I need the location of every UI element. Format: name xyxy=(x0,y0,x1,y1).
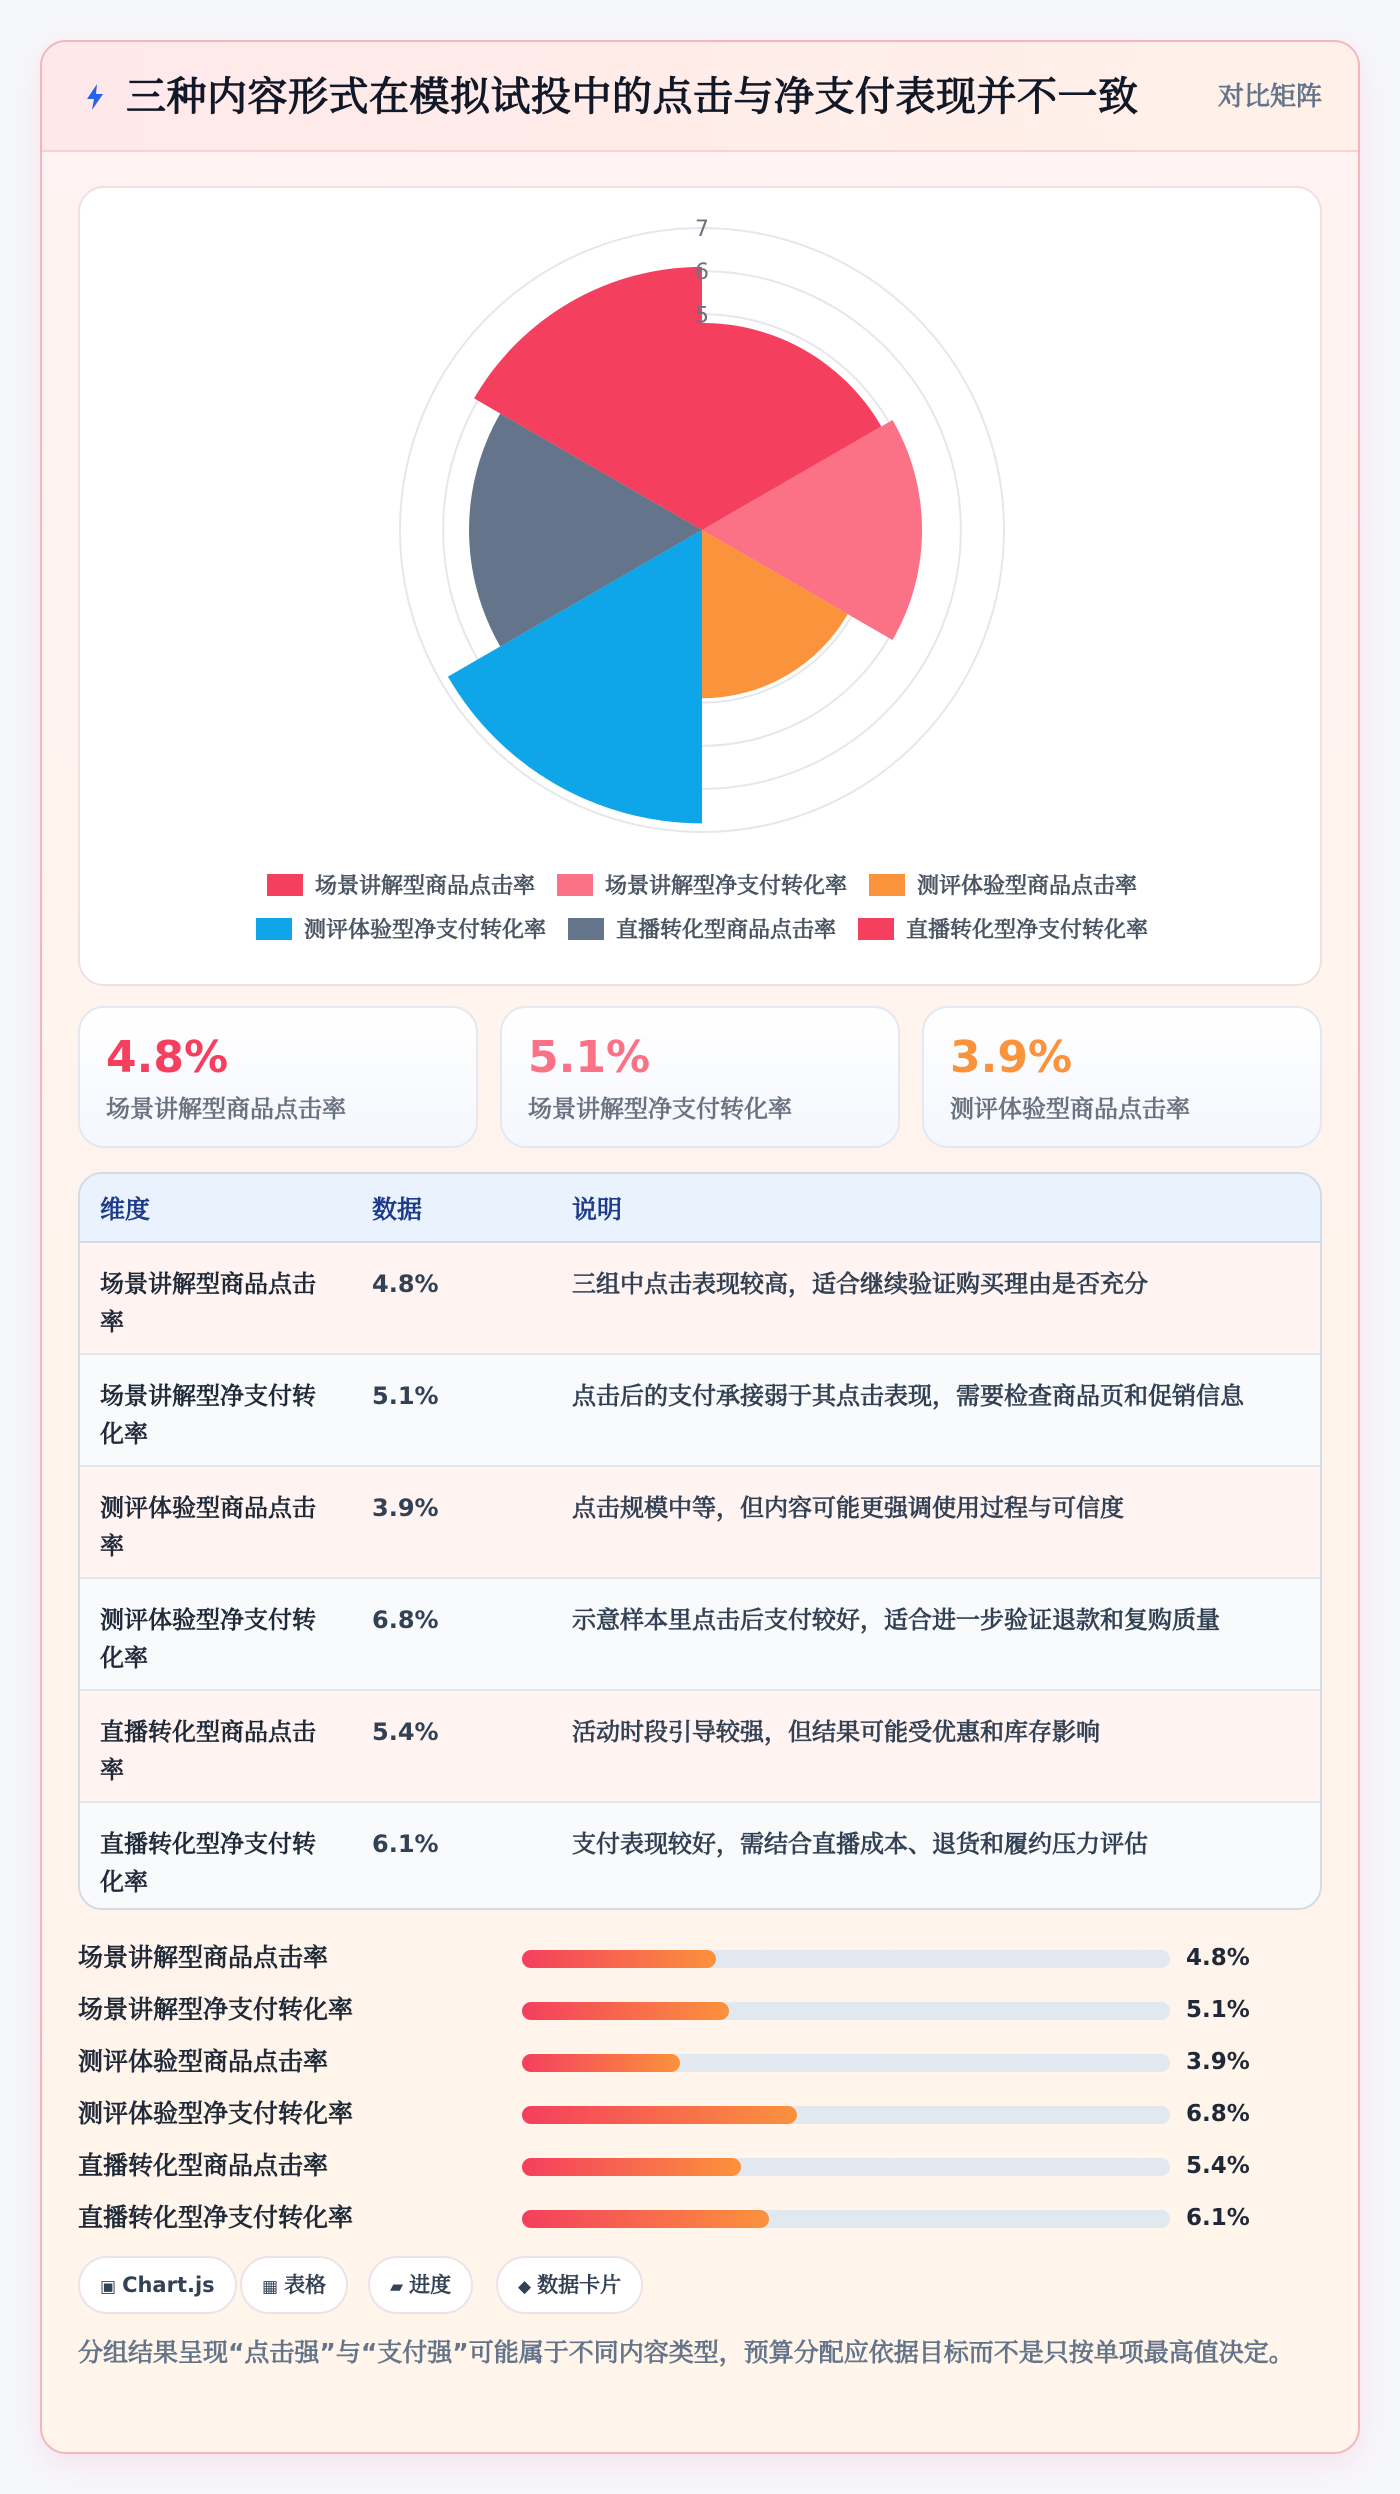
progress-track xyxy=(522,2106,1170,2124)
legend-swatch xyxy=(869,874,905,896)
progress-row xyxy=(78,1990,1322,2030)
kpi-label: 场景讲解型商品点击率 xyxy=(106,1095,346,1123)
radial-ticks xyxy=(695,217,709,328)
chart-icon: ▣ xyxy=(100,2277,117,2297)
legend-swatch xyxy=(267,874,303,896)
tag-data-card[interactable] xyxy=(496,2256,643,2314)
cell-value: 6.8% xyxy=(352,1578,552,1690)
progress-value: 6.8% xyxy=(1186,2101,1250,2127)
column-header-dimension: 维度 xyxy=(80,1174,352,1242)
legend-swatch xyxy=(568,918,604,940)
cell-dimension: 直播转化型商品点击率 xyxy=(80,1690,352,1802)
progress-fill xyxy=(522,1950,716,1968)
progress-fill xyxy=(522,2054,680,2072)
legend-item[interactable] xyxy=(869,873,1137,899)
progress-value: 5.4% xyxy=(1186,2153,1250,2179)
progress-track xyxy=(522,2002,1170,2020)
progress-fill xyxy=(522,2210,769,2228)
legend-label: 测评体验型净支付转化率 xyxy=(303,918,546,943)
radial-tick-label: 6 xyxy=(695,260,709,286)
footnote: 分组结果呈现“点击强”与“支付强”可能属于不同内容类型，预算分配应依据目标而不是只按单项最高值决定。 xyxy=(78,2338,1294,2367)
cell-note: 点击规模中等，但内容可能更强调使用过程与可信度 xyxy=(552,1466,1320,1578)
legend-item[interactable] xyxy=(256,917,546,943)
card-header xyxy=(42,42,1358,152)
tag-chartjs[interactable] xyxy=(78,2256,237,2314)
progress-track xyxy=(522,2210,1170,2228)
kpi-label: 测评体验型商品点击率 xyxy=(950,1095,1190,1123)
tag-label: 进度 xyxy=(409,2273,452,2297)
legend-label: 直播转化型商品点击率 xyxy=(615,918,837,943)
page-title: 三种内容形式在模拟试投中的点击与净支付表现并不一致 xyxy=(126,74,1139,120)
progress-list xyxy=(78,1938,1322,2258)
progress-value: 4.8% xyxy=(1186,1945,1250,1971)
kpi-label: 场景讲解型净支付转化率 xyxy=(528,1095,792,1123)
cell-value: 3.9% xyxy=(352,1466,552,1578)
legend-label: 场景讲解型净支付转化率 xyxy=(604,874,848,899)
legend-swatch xyxy=(858,918,894,940)
cell-note: 点击后的支付承接弱于其点击表现，需要检查商品页和促销信息 xyxy=(552,1354,1320,1466)
cell-dimension: 场景讲解型净支付转化率 xyxy=(80,1354,352,1466)
kpi-card xyxy=(500,1006,900,1148)
progress-label: 场景讲解型净支付转化率 xyxy=(78,1995,354,2024)
polar-area-chart xyxy=(80,188,1324,988)
progress-row xyxy=(78,1938,1322,1978)
kpi-card xyxy=(922,1006,1322,1148)
kpi-cards xyxy=(78,1006,1322,1148)
table-row xyxy=(80,1354,1320,1466)
chart-legend xyxy=(256,873,1148,943)
kpi-value: 4.8% xyxy=(106,1032,229,1083)
card-icon: ◆ xyxy=(518,2277,532,2297)
progress-fill xyxy=(522,2158,741,2176)
progress-row xyxy=(78,2094,1322,2134)
table-row xyxy=(80,1802,1320,1910)
table-icon: ▦ xyxy=(262,2277,279,2297)
progress-value: 5.1% xyxy=(1186,1997,1250,2023)
legend-label: 直播转化型净支付转化率 xyxy=(906,918,1149,943)
progress-track xyxy=(522,2054,1170,2072)
table-header-row xyxy=(80,1174,1320,1242)
progress-track xyxy=(522,1950,1170,1968)
lightning-icon xyxy=(82,82,108,112)
kpi-value: 3.9% xyxy=(950,1032,1073,1083)
legend-item[interactable] xyxy=(267,873,535,899)
legend-label: 测评体验型商品点击率 xyxy=(917,874,1138,899)
legend-item[interactable] xyxy=(557,873,847,899)
cell-note: 支付表现较好，需结合直播成本、退货和履约压力评估 xyxy=(552,1802,1320,1910)
table-row xyxy=(80,1242,1320,1354)
legend-swatch xyxy=(256,918,292,940)
cell-value: 6.1% xyxy=(352,1802,552,1910)
legend-item[interactable] xyxy=(858,917,1148,943)
progress-row xyxy=(78,2042,1322,2082)
progress-label: 测评体验型商品点击率 xyxy=(78,2047,329,2076)
legend-swatch xyxy=(557,874,593,896)
cell-value: 4.8% xyxy=(352,1242,552,1354)
progress-label: 测评体验型净支付转化率 xyxy=(78,2099,354,2128)
kpi-value: 5.1% xyxy=(528,1032,651,1083)
progress-icon: ▰ xyxy=(390,2277,404,2297)
data-table xyxy=(78,1172,1322,1910)
cell-dimension: 测评体验型商品点击率 xyxy=(80,1466,352,1578)
progress-label: 场景讲解型商品点击率 xyxy=(78,1943,329,1972)
column-header-data: 数据 xyxy=(352,1174,552,1242)
polar-chart-panel xyxy=(78,186,1322,986)
legend-label: 场景讲解型商品点击率 xyxy=(314,874,535,899)
tag-progress[interactable] xyxy=(368,2256,473,2314)
progress-row xyxy=(78,2198,1322,2238)
progress-label: 直播转化型商品点击率 xyxy=(78,2151,329,2180)
report-card xyxy=(40,40,1360,2454)
cell-note: 示意样本里点击后支付较好，适合进一步验证退款和复购质量 xyxy=(552,1578,1320,1690)
view-badge[interactable]: 对比矩阵 xyxy=(1217,82,1322,112)
cell-dimension: 直播转化型净支付转化率 xyxy=(80,1802,352,1910)
cell-value: 5.1% xyxy=(352,1354,552,1466)
radial-tick-label: 5 xyxy=(695,303,709,329)
table-row xyxy=(80,1690,1320,1802)
cell-dimension: 测评体验型净支付转化率 xyxy=(80,1578,352,1690)
progress-value: 3.9% xyxy=(1186,2049,1250,2075)
legend-item[interactable] xyxy=(568,917,836,943)
progress-fill xyxy=(522,2106,797,2124)
column-header-note: 说明 xyxy=(552,1174,1320,1242)
table-row xyxy=(80,1466,1320,1578)
progress-label: 直播转化型净支付转化率 xyxy=(78,2203,354,2232)
tag-table[interactable] xyxy=(240,2256,348,2314)
tag-label: Chart.js xyxy=(122,2273,215,2297)
progress-row xyxy=(78,2146,1322,2186)
cell-note: 三组中点击表现较高，适合继续验证购买理由是否充分 xyxy=(552,1242,1320,1354)
kpi-card xyxy=(78,1006,478,1148)
tag-label: 数据卡片 xyxy=(537,2273,622,2297)
cell-dimension: 场景讲解型商品点击率 xyxy=(80,1242,352,1354)
chart-slices xyxy=(448,267,922,824)
progress-fill xyxy=(522,2002,729,2020)
cell-note: 活动时段引导较强，但结果可能受优惠和库存影响 xyxy=(552,1690,1320,1802)
tag-label: 表格 xyxy=(284,2273,327,2297)
progress-value: 6.1% xyxy=(1186,2205,1250,2231)
cell-value: 5.4% xyxy=(352,1690,552,1802)
table-row xyxy=(80,1578,1320,1690)
radial-tick-label: 7 xyxy=(695,217,709,242)
progress-track xyxy=(522,2158,1170,2176)
